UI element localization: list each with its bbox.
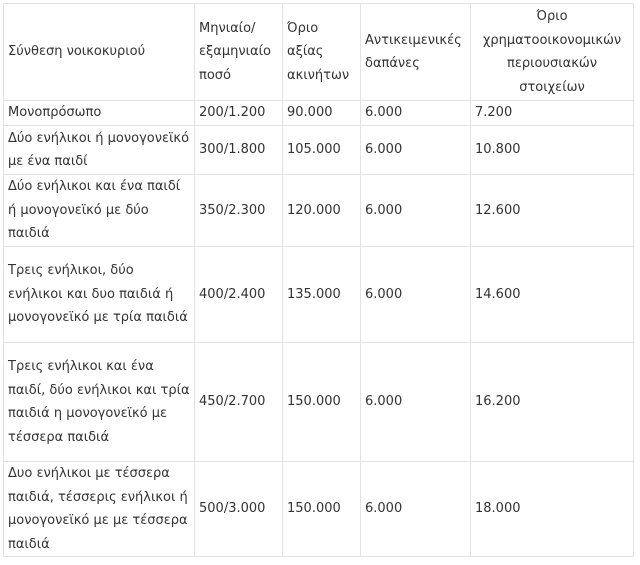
property-limit-cell: 135.000 xyxy=(283,247,361,343)
table-row xyxy=(4,343,634,462)
expenses-cell: 6.000 xyxy=(361,126,471,175)
financial-assets-cell: 14.600 xyxy=(471,247,634,343)
amount-cell: 450/2.700 xyxy=(195,343,283,462)
property-limit-cell: 120.000 xyxy=(283,175,361,247)
header-property-value-limit: Όριο αξίας ακινήτων xyxy=(283,4,361,101)
amount-cell: 200/1.200 xyxy=(195,101,283,126)
household-composition-cell: Τρεις ενήλικοι και ένα παιδί, δύο ενήλικοι και τρία παιδιά η μονογονεϊκό με τέσσερα παιδιά xyxy=(4,343,195,462)
amount-cell: 500/3.000 xyxy=(195,462,283,557)
property-limit-cell: 90.000 xyxy=(283,101,361,126)
financial-assets-cell: 7.200 xyxy=(471,101,634,126)
household-limits-table xyxy=(3,3,634,557)
header-objective-expenses: Αντικειμενικές δαπάνες xyxy=(361,4,471,101)
header-monthly-semiannual-amount: Μηνιαίο/ εξαμηνιαίο ποσό xyxy=(195,4,283,101)
financial-assets-cell: 12.600 xyxy=(471,175,634,247)
expenses-cell: 6.000 xyxy=(361,101,471,126)
table-row xyxy=(4,247,634,343)
financial-assets-cell: 18.000 xyxy=(471,462,634,557)
table-row xyxy=(4,175,634,247)
amount-cell: 350/2.300 xyxy=(195,175,283,247)
household-composition-cell: Δύο ενήλικοι και ένα παιδί ή μονογονεϊκό με δύο παιδιά xyxy=(4,175,195,247)
financial-assets-cell: 10.800 xyxy=(471,126,634,175)
household-composition-cell: Δυο ενήλικοι με τέσσερα παιδιά, τέσσερις ενήλικοι ή μονογονεϊκό με με τέσσερα παιδιά xyxy=(4,462,195,557)
amount-cell: 400/2.400 xyxy=(195,247,283,343)
property-limit-cell: 105.000 xyxy=(283,126,361,175)
header-household-composition: Σύνθεση νοικοκυριού xyxy=(4,4,195,101)
expenses-cell: 6.000 xyxy=(361,343,471,462)
financial-assets-cell: 16.200 xyxy=(471,343,634,462)
property-limit-cell: 150.000 xyxy=(283,343,361,462)
header-financial-assets-limit: Όριο χρηματοοικονομικών περιουσιακών στοιχείων xyxy=(471,4,634,101)
household-composition-cell: Μονοπρόσωπο xyxy=(4,101,195,126)
expenses-cell: 6.000 xyxy=(361,247,471,343)
household-composition-cell: Δύο ενήλικοι ή μονογονεϊκό με ένα παιδί xyxy=(4,126,195,175)
expenses-cell: 6.000 xyxy=(361,462,471,557)
property-limit-cell: 150.000 xyxy=(283,462,361,557)
expenses-cell: 6.000 xyxy=(361,175,471,247)
header-row xyxy=(4,4,634,101)
table-row xyxy=(4,462,634,557)
household-composition-cell: Τρεις ενήλικοι, δύο ενήλικοι και δυο παιδιά ή μονογονεϊκό με τρία παιδιά xyxy=(4,247,195,343)
table-row xyxy=(4,126,634,175)
table-row xyxy=(4,101,634,126)
amount-cell: 300/1.800 xyxy=(195,126,283,175)
